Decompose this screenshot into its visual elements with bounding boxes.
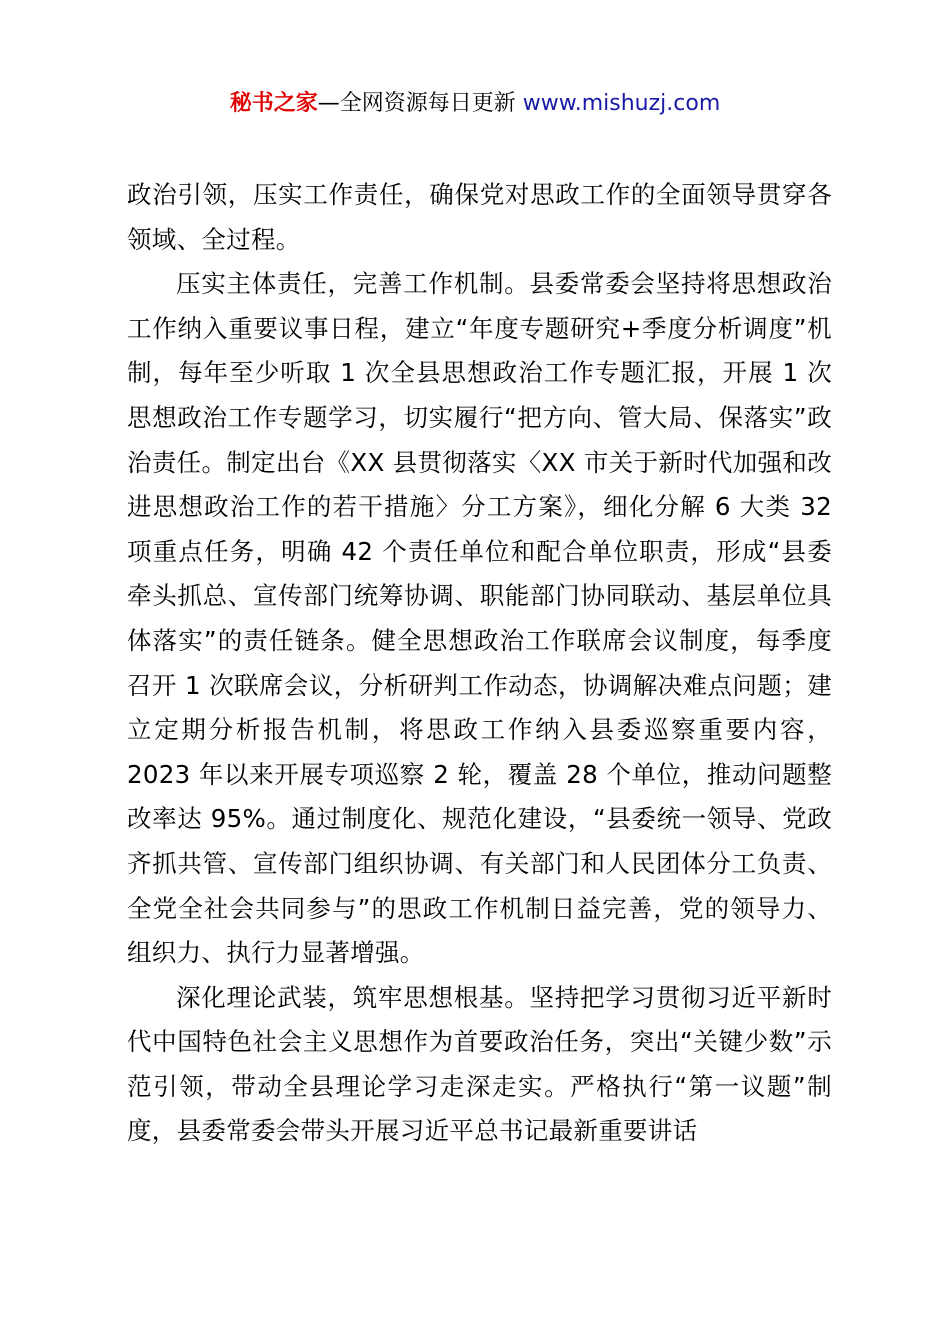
header-brand: 秘书之家	[229, 91, 318, 116]
paragraph-theory: 深化理论武装，筑牢思想根基。坚持把学习贯彻习近平新时代中国特色社会主义思想作为首要政治任务，突出“关键少数”示范引领，带动全县理论学习走深走实。严格执行“第一议题”制度，县委常委会带头开展习近平总书记最新重要讲话	[127, 982, 832, 1146]
paragraph-continued: 政治引领，压实工作责任，确保党对思政工作的全面领导贯穿各领域、全过程。	[127, 180, 832, 254]
header-tagline: —全网资源每日更新	[317, 91, 516, 116]
page-header	[0, 88, 950, 120]
paragraph-responsibility: 压实主体责任，完善工作机制。县委常委会坚持将思想政治工作纳入重要议事日程，建立“年度专题研究+季度分析调度”机制，每年至少听取 1 次全县思想政治工作专题汇报，开展 1 次思想政治工作专题学习，切实履行“把方向、管大局、保落实”政治责任。制定出台《XX 县贯彻落实〈XX 市关于新时代加强和改进思想政治工作的若干措施〉分工方案》，细化分解 6 大类 32 项重点任务，明确 42 个责任单位和配合单位职责，形成“县委牵头抓总、宣传部门统筹协调、职能部门协同联动、基层单位具体落实”的责任链条。健全思想政治工作联席会议制度，每季度召开 1 次联席会议，分析研判工作动态，协调解决难点问题；建立定期分析报告机制，将思政工作纳入县委巡察重要内容，2023 年以来开展专项巡察 2 轮，覆盖 28 个单位，推动问题整改率达 95%。通过制度化、规范化建设，“县委统一领导、党政齐抓共管、宣传部门组织协调、有关部门和人民团体分工负责、全党全社会共同参与”的思政工作机制日益完善，党的领导力、组织力、执行力显著增强。	[127, 269, 832, 968]
header-url-link[interactable]: www.mishuzj.com	[522, 91, 721, 116]
document-body	[127, 173, 832, 1154]
